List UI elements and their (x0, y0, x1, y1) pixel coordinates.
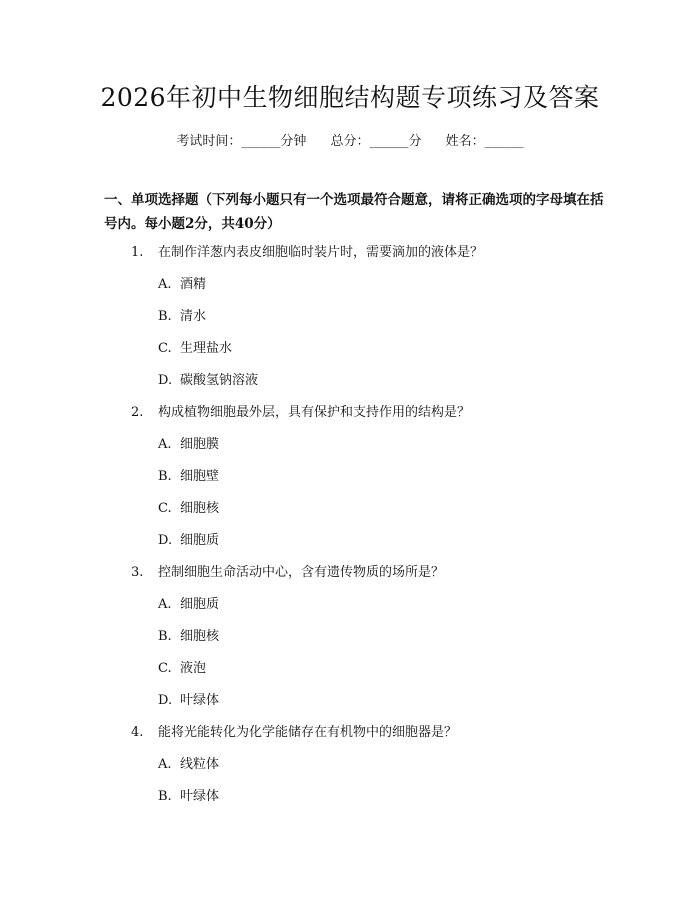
exam-time-blank: ______分钟 (241, 134, 307, 149)
name-label: 姓名： (445, 134, 485, 149)
option-letter: D. (158, 693, 173, 708)
question (0, 720, 700, 816)
option-list (0, 432, 700, 560)
question-number: 4. (131, 725, 144, 740)
total-score-label: 总分： (330, 134, 370, 149)
option-letter: A. (158, 757, 172, 772)
total-score-field (330, 134, 425, 149)
option-text: 液泡 (180, 661, 207, 676)
option (0, 688, 700, 720)
option-list (0, 752, 700, 816)
section-heading: 一、单项选择题（下列每小题只有一个选项最符合题意，请将正确选项的字母填在括号内。每小题2分，共40分） (104, 192, 604, 232)
question-text: 构成植物细胞最外层，具有保护和支持作用的结构是？ (158, 405, 471, 420)
question-stem (0, 560, 700, 592)
exam-info (0, 130, 700, 149)
option-letter: B. (158, 309, 172, 324)
question (0, 400, 700, 560)
option (0, 464, 700, 496)
option-text: 碳酸氢钠溶液 (180, 373, 259, 388)
option-letter: A. (158, 597, 172, 612)
question-number: 3. (131, 565, 144, 580)
question-stem (0, 240, 700, 272)
option-letter: C. (158, 341, 172, 356)
question-number: 1. (131, 245, 144, 260)
document-title: 2026年初中生物细胞结构题专项练习及答案 (100, 83, 600, 112)
option-text: 细胞质 (180, 533, 220, 548)
option (0, 496, 700, 528)
option (0, 784, 700, 816)
question-list (0, 240, 700, 816)
name-field (446, 134, 524, 149)
total-score-blank: ______分 (369, 134, 422, 149)
question-text: 控制细胞生命活动中心，含有遗传物质的场所是？ (158, 565, 445, 580)
option-letter: C. (158, 501, 172, 516)
option-text: 酒精 (180, 277, 207, 292)
option (0, 528, 700, 560)
option-letter: D. (158, 533, 173, 548)
option-letter: D. (158, 373, 173, 388)
option (0, 752, 700, 784)
name-blank: ______ (484, 134, 524, 149)
option (0, 304, 700, 336)
option-text: 线粒体 (180, 757, 220, 772)
option (0, 656, 700, 688)
option-letter: A. (158, 277, 172, 292)
option-text: 生理盐水 (180, 341, 233, 356)
option-list (0, 592, 700, 720)
question-number: 2. (131, 405, 144, 420)
option (0, 432, 700, 464)
exam-time-label: 考试时间： (176, 134, 242, 149)
option (0, 368, 700, 400)
option (0, 336, 700, 368)
exam-time-field (176, 134, 310, 149)
option-text: 清水 (180, 309, 207, 324)
option-list (0, 272, 700, 400)
question (0, 240, 700, 400)
question-text: 在制作洋葱内表皮细胞临时装片时，需要滴加的液体是？ (158, 245, 484, 260)
option-text: 细胞核 (180, 501, 220, 516)
option-text: 细胞核 (180, 629, 220, 644)
option (0, 624, 700, 656)
option-letter: C. (158, 661, 172, 676)
option (0, 272, 700, 304)
option (0, 592, 700, 624)
option-letter: A. (158, 437, 172, 452)
option-text: 细胞膜 (180, 437, 220, 452)
option-text: 细胞壁 (180, 469, 220, 484)
question-stem (0, 720, 700, 752)
option-text: 细胞质 (180, 597, 220, 612)
question (0, 560, 700, 720)
option-letter: B. (158, 789, 172, 804)
option-text: 叶绿体 (180, 789, 220, 804)
option-text: 叶绿体 (180, 693, 220, 708)
question-stem (0, 400, 700, 432)
option-letter: B. (158, 469, 172, 484)
question-text: 能将光能转化为化学能储存在有机物中的细胞器是？ (158, 725, 458, 740)
option-letter: B. (158, 629, 172, 644)
